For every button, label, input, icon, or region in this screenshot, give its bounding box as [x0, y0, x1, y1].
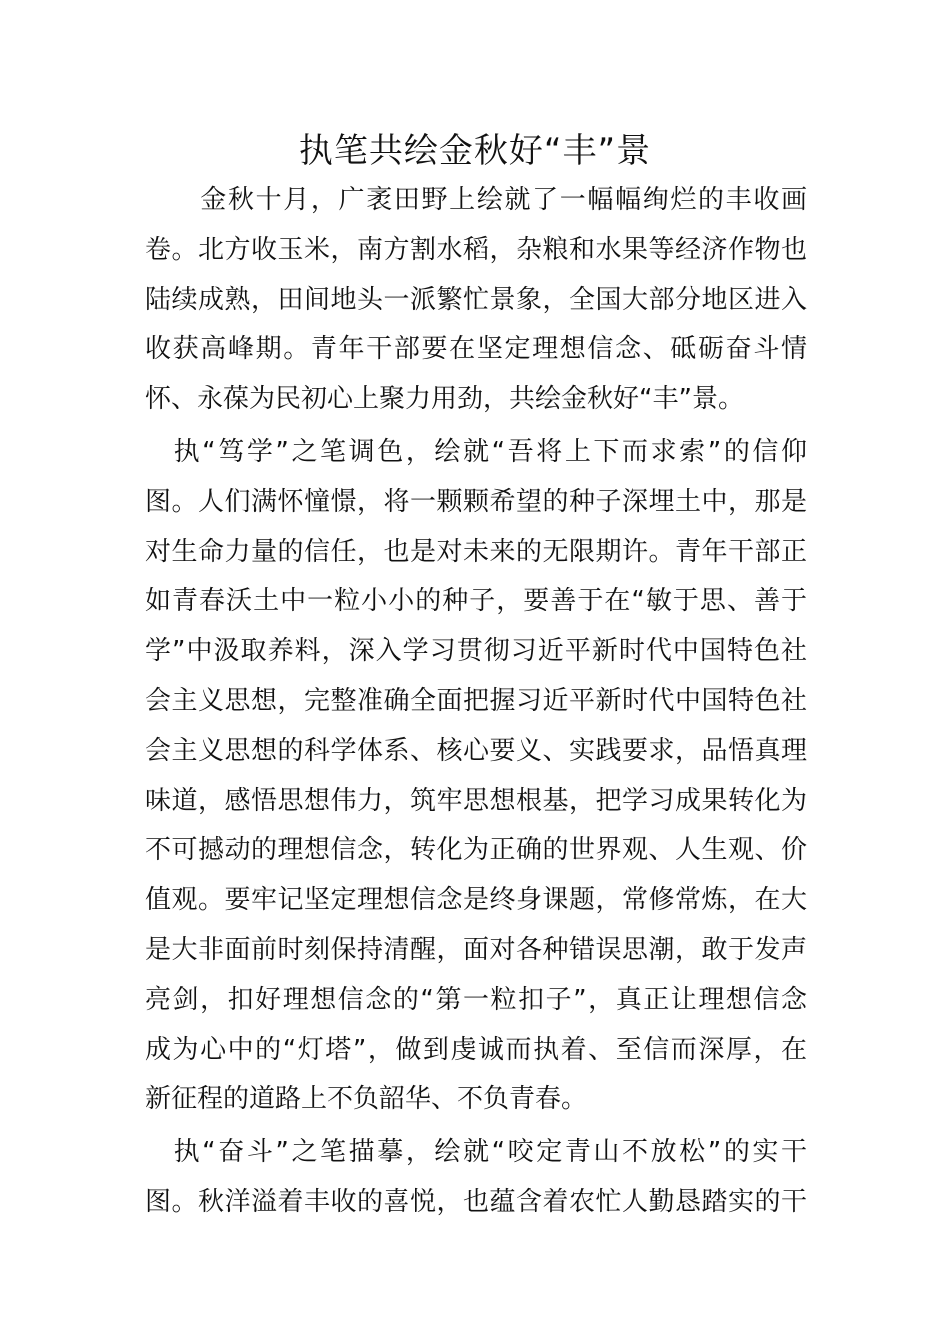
text-line: 是大非面前时刻保持清醒，面对各种错误思潮，敢于发声 — [145, 934, 807, 965]
text-line: 成为心中的“灯塔”，做到虔诚而执着、至信而深厚，在 — [145, 1034, 807, 1065]
text-line: 执“奋斗”之笔描摹，绘就“咬定青山不放松”的实干 — [145, 1137, 807, 1168]
text-line: 不可撼动的理想信念，转化为正确的世界观、人生观、价 — [145, 835, 807, 866]
text-line: 怀、永葆为民初心上聚力用劲，共绘金秋好“丰”景。 — [145, 384, 744, 415]
text-line: 执“笃学”之笔调色，绘就“吾将上下而求索”的信仰 — [145, 436, 807, 467]
text-line: 如青春沃土中一粒小小的种子，要善于在“敏于思、善于 — [145, 586, 807, 617]
text-line: 值观。要牢记坚定理想信念是终身课题，常修常炼，在大 — [145, 885, 807, 916]
text-line: 亮剑，扣好理想信念的“第一粒扣子”，真正让理想信念 — [145, 984, 807, 1015]
text-line: 新征程的道路上不负韶华、不负青春。 — [145, 1084, 588, 1115]
paragraph-1 — [145, 176, 807, 425]
paragraph-3 — [145, 1128, 807, 1228]
text-line: 图。秋洋溢着丰收的喜悦，也蕴含着农忙人勤恳踏实的干 — [145, 1186, 807, 1217]
text-line: 会主义思想，完整准确全面把握习近平新时代中国特色社 — [145, 685, 807, 716]
paragraph-2 — [145, 428, 807, 1125]
text-line: 图。人们满怀憧憬，将一颗颗希望的种子深埋土中，那是 — [145, 486, 807, 517]
text-line: 陆续成熟，田间地头一派繁忙景象，全国大部分地区进入 — [145, 284, 807, 315]
text-line: 收获高峰期。青年干部要在坚定理想信念、砥砺奋斗情 — [145, 334, 807, 365]
text-line: 味道，感悟思想伟力，筑牢思想根基，把学习成果转化为 — [145, 785, 807, 816]
document-body — [145, 176, 807, 1228]
text-line: 卷。北方收玉米，南方割水稻，杂粮和水果等经济作物也 — [145, 234, 807, 265]
text-line: 金秋十月，广袤田野上绘就了一幅幅绚烂的丰收画 — [145, 185, 807, 215]
text-line: 会主义思想的科学体系、核心要义、实践要求，品悟真理 — [145, 735, 807, 766]
text-line: 学”中汲取养料，深入学习贯彻习近平新时代中国特色社 — [145, 636, 807, 667]
document-title: 执笔共绘金秋好“丰”景 — [298, 131, 652, 171]
text-line: 对生命力量的信任，也是对未来的无限期许。青年干部正 — [145, 536, 807, 567]
